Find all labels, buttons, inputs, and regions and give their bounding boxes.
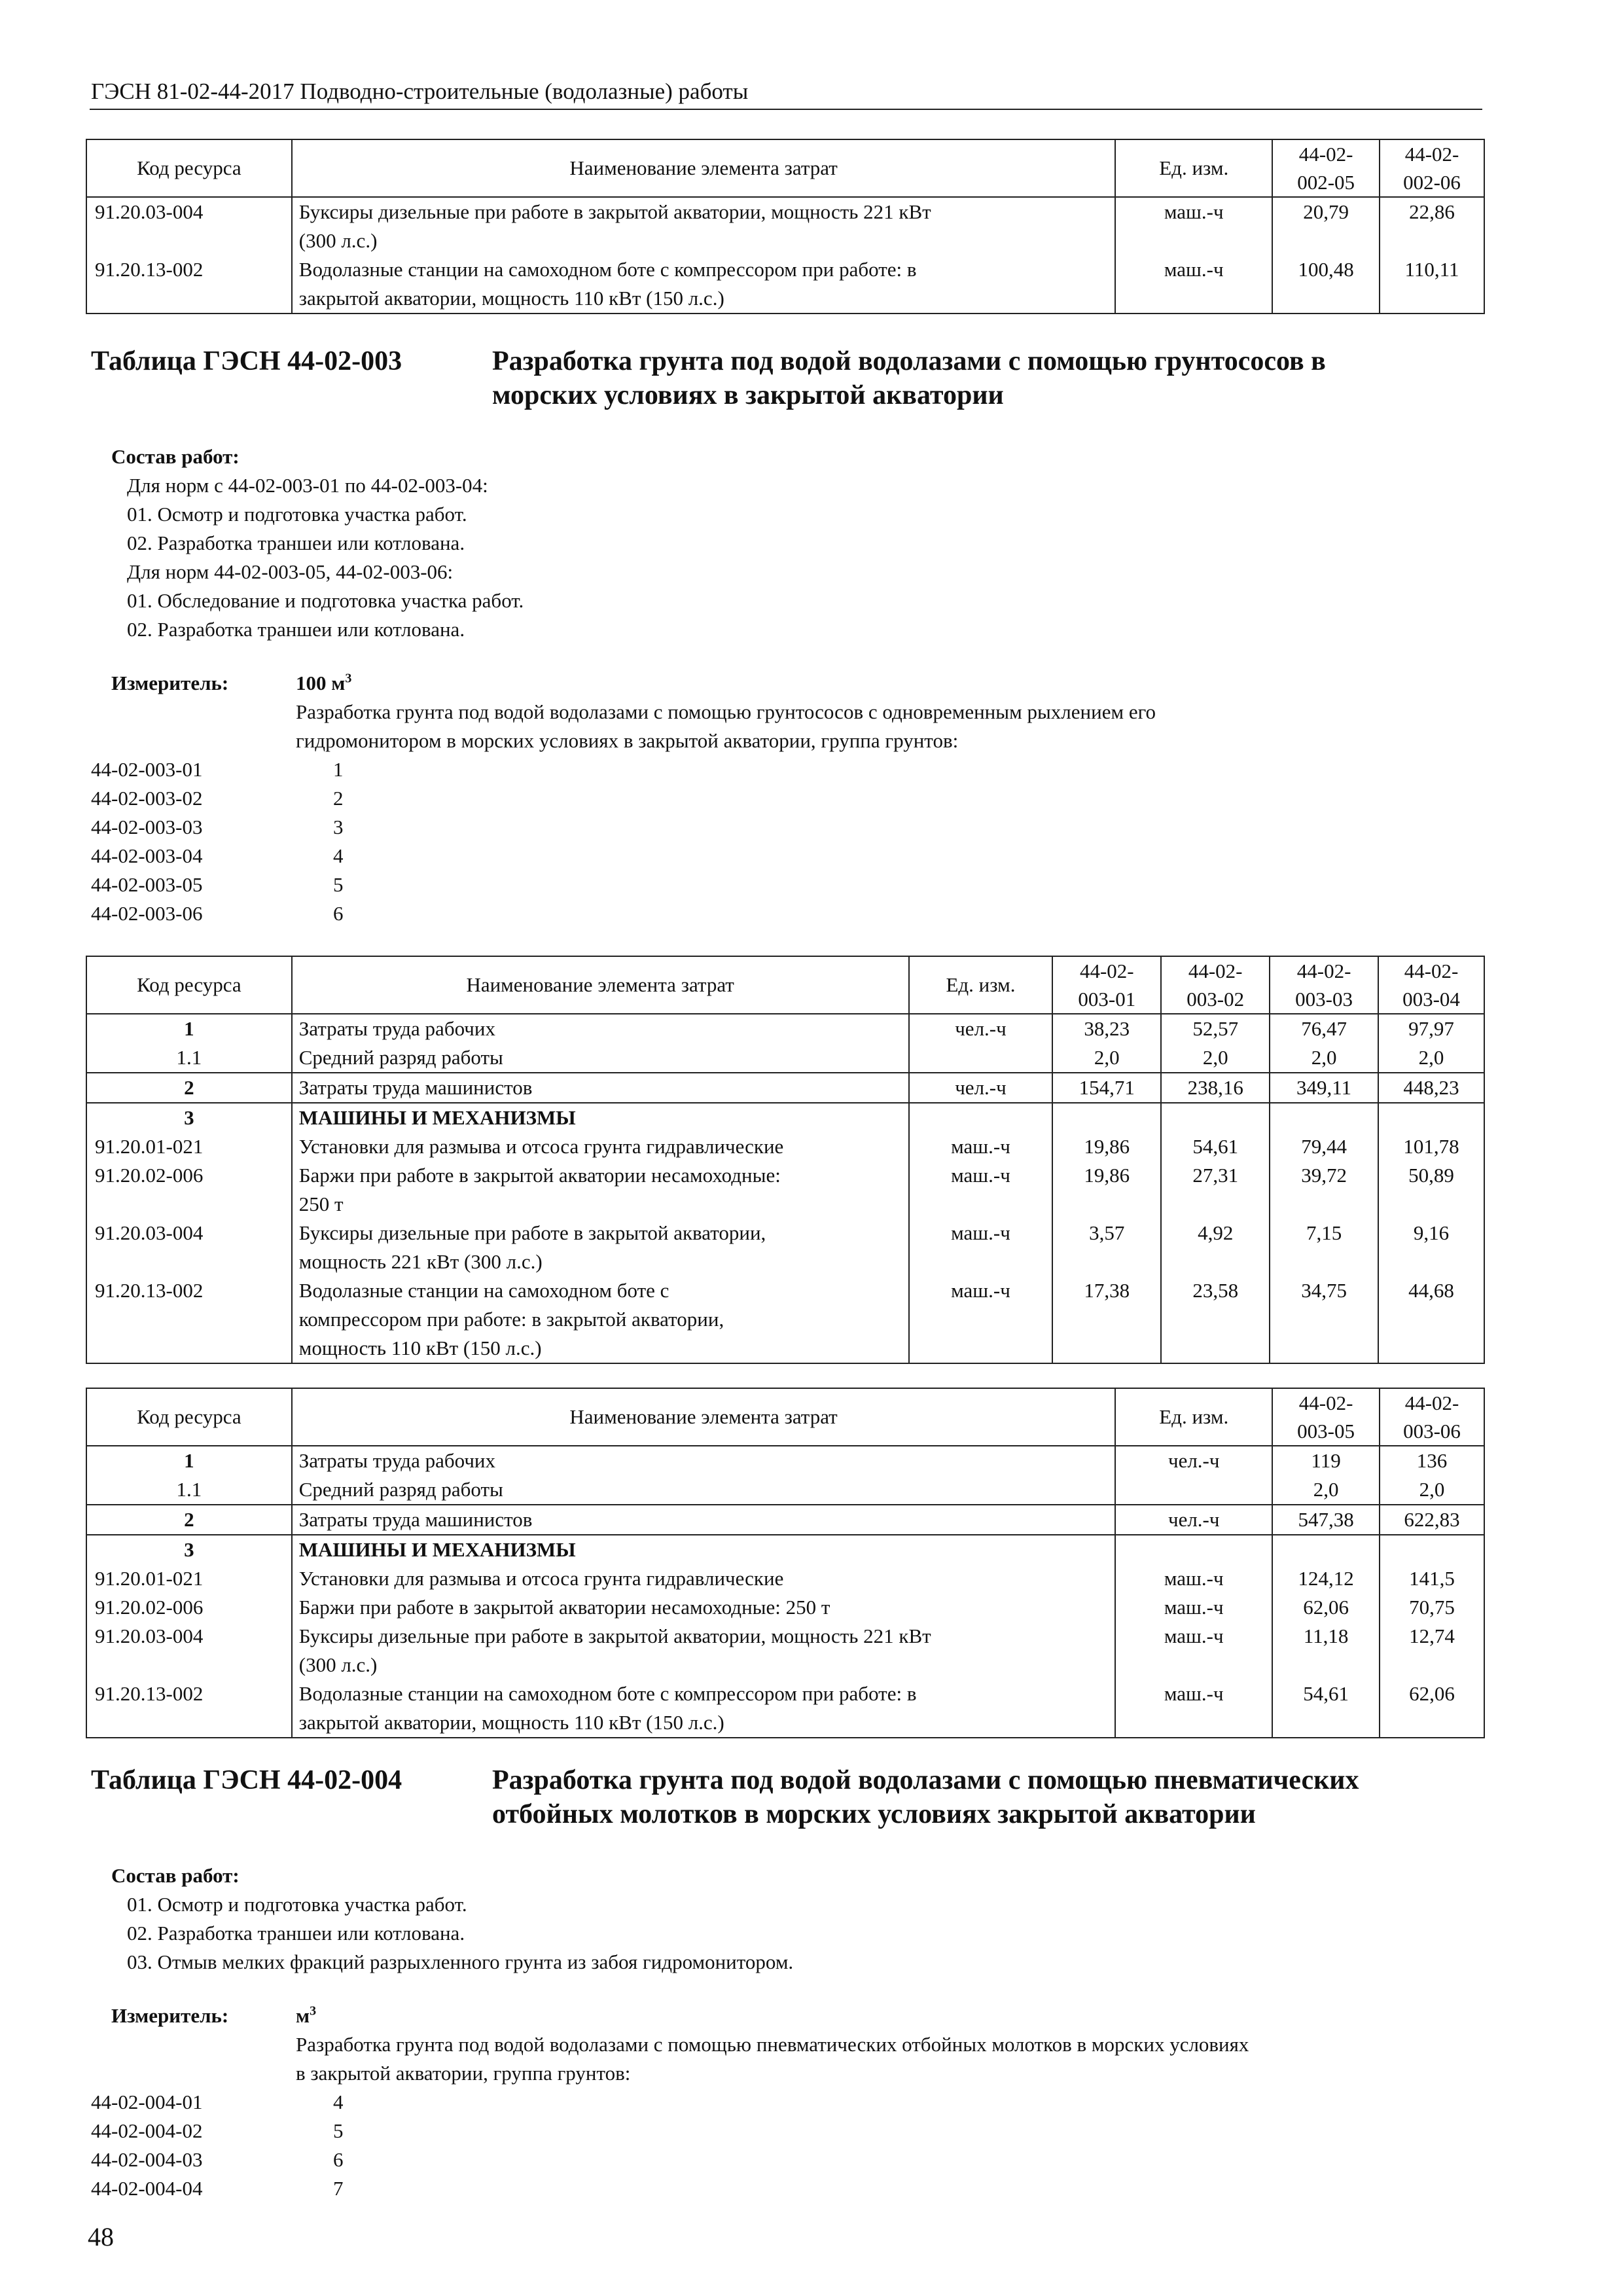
table-row: 91.20.13-002 Водолазные станции на самоходном боте с компрессором при работе: в закрытой акватории, мощность 110 кВт (150 л.с.) маш.-ч 100,48 110,11 [86,255,1484,314]
table-row: 1 Затраты труда рабочих чел.-ч 38,23 52,57 76,47 97,97 [86,1014,1484,1043]
resource-table-003-b [86,1388,1485,1738]
table-row: 2 Затраты труда машинистов чел.-ч 547,38 622,83 [86,1505,1484,1535]
col-header-norm: 44-02- 003-06 [1380,1388,1484,1446]
resource-table-003-a [86,956,1485,1364]
norm-list [91,2088,344,2203]
col-header-name: Наименование элемента затрат [292,956,909,1014]
meter-description: Разработка грунта под водой водолазами с помощью грунтососов с одновременным рыхлением его гидромонитором в морских условиях в закрытой акватории, группа грунтов: [296,700,1156,752]
table-row: 1.1 Средний разряд работы 2,0 2,0 [86,1475,1484,1505]
table-row: 91.20.01-021 Установки для размыва и отсоса грунта гидравлические маш.-ч 124,12 141,5 [86,1564,1484,1593]
composition-block: Состав работ: 01. Осмотр и подготовка участка работ. 02. Разработка траншеи или котлована. 03. Отмыв мелких фракций разрыхленного грунта из забоя гидромонитором. [111,1861,793,1977]
section-title: Разработка грунта под водой водолазами с помощью грунтососов в морских условиях в закрытой акватории [492,346,1326,410]
table-row: 91.20.13-002 Водолазные станции на самоходном боте с компрессором при работе: в закрытой акватории, мощность 110 кВт (150 л.с.) маш.-ч 54,61 62,06 [86,1679,1484,1738]
norm-item: 44-02-003-02 2 [91,787,344,810]
list-item: 02. Разработка траншеи или котлована. [127,1922,465,1945]
table-row: 91.20.13-002 Водолазные станции на самоходном боте с компрессором при работе: в закрытой акватории, мощность 110 кВт (150 л.с.) маш.-ч 17,38 23,58 34,75 44,68 [86,1276,1484,1363]
table-row: 1.1 Средний разряд работы 2,0 2,0 2,0 2,0 [86,1043,1484,1073]
norm-item: 44-02-003-05 5 [91,873,344,896]
meter-value: 100 $м^3$ [296,671,352,694]
page-number: 48 [88,2222,114,2251]
col-header-code: Код ресурса [86,956,292,1014]
norm-item: 44-02-004-01 4 [91,2090,344,2113]
meter-description: Разработка грунта под водой водолазами с помощью пневматических отбойных молотков в морских условиях в закрытой акватории, группа грунтов: [296,2033,1249,2085]
section-label: Таблица ГЭСН 44-02-004 [91,1765,402,1795]
norm-list [91,755,344,928]
norm-item: 44-02-003-04 4 [91,844,344,867]
col-header-unit: Ед. изм. [1115,1388,1272,1446]
table-row: 91.20.02-006 Баржи при работе в закрытой акватории несамоходные: 250 т маш.-ч 62,06 70,75 [86,1593,1484,1622]
norm-item: 44-02-004-03 6 [91,2148,344,2171]
col-header-code: Код ресурса [86,139,292,197]
list-item: 02. Разработка траншеи или котлована. [127,531,465,554]
table-row: 1 Затраты труда рабочих чел.-ч 119 136 [86,1446,1484,1475]
meter-value: $м^3$ [296,2003,317,2027]
list-item: Для норм 44-02-003-05, 44-02-003-06: [127,560,454,583]
table-row: 91.20.03-004 Буксиры дизельные при работе в закрытой акватории, мощность 221 кВт (300 л.с.) маш.-ч 3,57 4,92 7,15 9,16 [86,1219,1484,1276]
table-row: 3 МАШИНЫ И МЕХАНИЗМЫ [86,1535,1484,1564]
list-item: 01. Осмотр и подготовка участка работ. [127,1893,467,1916]
list-item: 02. Разработка траншеи или котлована. [127,618,465,641]
running-header: ГЭСН 81-02-44-2017 Подводно-строительные (водолазные) работы [91,79,749,104]
table-row: 91.20.02-006 Баржи при работе в закрытой акватории несамоходные: 250 т маш.-ч 19,86 27,31 39,72 50,89 [86,1161,1484,1219]
col-header-norm: 44-02- 003-01 [1052,956,1161,1014]
col-header-norm: 44-02- 002-05 [1272,139,1380,197]
col-header-name: Наименование элемента затрат [292,1388,1116,1446]
col-header-norm: 44-02- 002-06 [1380,139,1484,197]
col-header-unit: Ед. изм. [909,956,1053,1014]
section-title: Разработка грунта под водой водолазами с помощью пневматических отбойных молотков в морских условиях закрытой акватории [492,1765,1359,1829]
norm-item: 44-02-003-01 1 [91,758,344,781]
list-item: 01. Обследование и подготовка участка работ. [127,589,524,612]
col-header-norm: 44-02- 003-04 [1378,956,1484,1014]
table-row: 91.20.03-004 Буксиры дизельные при работе в закрытой акватории, мощность 221 кВт (300 л.с.) маш.-ч 20,79 22,86 [86,197,1484,255]
meter-label: Измеритель: [111,2004,229,2027]
col-header-norm: 44-02- 003-03 [1270,956,1378,1014]
header-rule [90,109,1482,110]
col-header-norm: 44-02- 003-05 [1272,1388,1380,1446]
list-item: 01. Осмотр и подготовка участка работ. [127,503,467,526]
norm-item: 44-02-004-02 5 [91,2119,344,2142]
table-row: 3 МАШИНЫ И МЕХАНИЗМЫ [86,1103,1484,1132]
table-row: 91.20.03-004 Буксиры дизельные при работе в закрытой акватории, мощность 221 кВт (300 л.с.) маш.-ч 11,18 12,74 [86,1622,1484,1679]
norm-item: 44-02-003-03 3 [91,816,344,838]
list-item: 03. Отмыв мелких фракций разрыхленного грунта из забоя гидромонитором. [127,1950,794,1973]
norm-item: 44-02-003-06 6 [91,902,344,925]
table-row: 2 Затраты труда машинистов чел.-ч 154,71 238,16 349,11 448,23 [86,1073,1484,1103]
col-header-unit: Ед. изм. [1115,139,1272,197]
section-label: Таблица ГЭСН 44-02-003 [91,346,402,376]
col-header-name: Наименование элемента затрат [292,139,1116,197]
table-row: 91.20.01-021 Установки для размыва и отсоса грунта гидравлические маш.-ч 19,86 54,61 79,44 101,78 [86,1132,1484,1161]
list-item: Для норм с 44-02-003-01 по 44-02-003-04: [127,474,488,497]
resource-table-002 [86,139,1485,314]
col-header-norm: 44-02- 003-02 [1161,956,1270,1014]
composition-block: Состав работ: Для норм с 44-02-003-01 по 44-02-003-04: 01. Осмотр и подготовка участка работ. 02. Разработка траншеи или котлована. Для норм 44-02-003-05, 44-02-003-06: 01. Обследование и подготовка участка работ. 02. Разработка траншеи или котлована. [111,442,524,644]
col-header-code: Код ресурса [86,1388,292,1446]
norm-item: 44-02-004-04 7 [91,2177,344,2200]
meter-label: Измеритель: [111,672,229,694]
